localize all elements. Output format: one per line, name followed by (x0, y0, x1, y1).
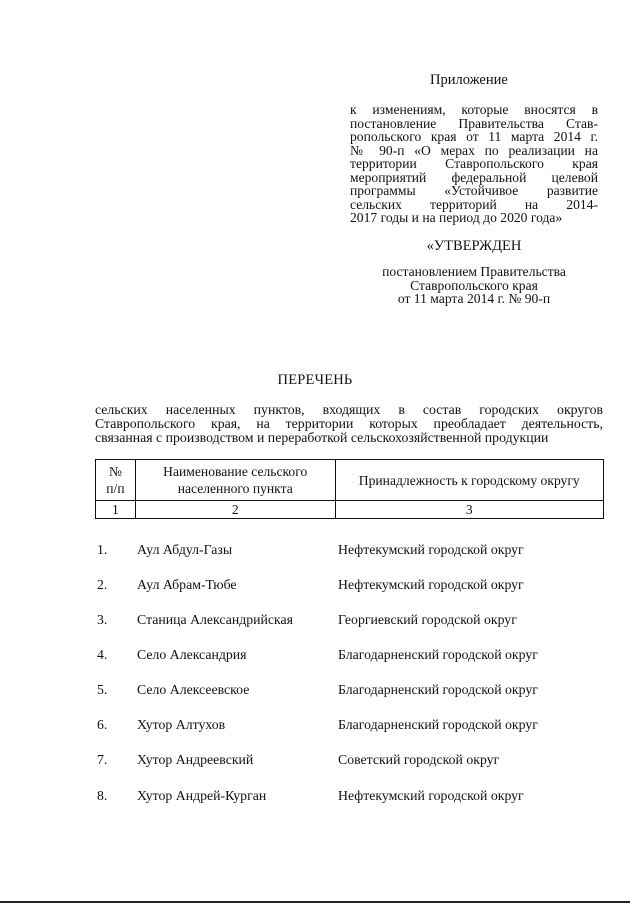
row-number: 2. (97, 577, 108, 592)
urban-district: Благодарненский городской округ (338, 647, 538, 662)
list-row (0, 542, 630, 560)
appendix-line: сельских территорий на 2014- (350, 196, 598, 212)
urban-district: Нефтекумский городской округ (338, 577, 524, 592)
list-row (0, 682, 630, 700)
header-number-abbr: п/п (106, 481, 125, 496)
row-number: 8. (97, 788, 108, 803)
appendix-line: 2017 годы и на период до 2020 года» (350, 210, 563, 225)
row-number: 7. (97, 752, 108, 767)
column-number: 3 (335, 501, 603, 519)
urban-district: Нефтекумский городской округ (338, 542, 524, 557)
appendix-line: к изменениям, которые вносятся в (350, 102, 598, 117)
appendix-line: мероприятий федеральной целевой (350, 169, 598, 185)
list-row (0, 647, 630, 665)
appendix-reference (350, 103, 598, 225)
urban-district: Благодарненский городской округ (338, 717, 538, 732)
header-number-sign: № (108, 464, 122, 479)
settlement-name: Аул Абрам-Тюбе (137, 577, 237, 592)
decree-line: Ставропольского края (410, 277, 538, 293)
settlement-name: Хутор Андрей-Курган (137, 788, 267, 803)
subtitle-line: Ставропольского края, на территории которых преобладает деятельность, (95, 416, 603, 431)
subtitle-line: связанная с производством и переработкой сельскохозяйственной продукции (95, 430, 549, 445)
list-row (0, 577, 630, 595)
decree-line: от 11 марта 2014 г. № 90-п (397, 291, 551, 306)
settlement-name: Хутор Андреевский (137, 752, 254, 767)
urban-district: Благодарненский городской округ (338, 682, 538, 697)
header-number-cell (96, 460, 136, 501)
list-row (0, 612, 630, 630)
settlement-name: Станица Александрийская (137, 612, 293, 627)
urban-district: Советский городской округ (338, 752, 500, 767)
settlement-name: Аул Абдул-Газы (137, 542, 233, 557)
column-number: 2 (135, 501, 335, 519)
settlement-name: Хутор Алтухов (137, 717, 226, 732)
page-bottom-rule (0, 901, 630, 903)
document-subtitle (95, 403, 603, 445)
decree-line: постановлением Правительства (382, 264, 566, 279)
appendix-line: ропольского края от 11 марта 2014 г. (350, 129, 598, 144)
appendix-line: территории Ставропольского края (350, 156, 598, 171)
settlement-name: Село Алексеевское (137, 682, 250, 697)
appendix-line: № 90-п «О мерах по реализации на (350, 142, 598, 158)
row-number: 6. (97, 717, 108, 732)
row-number: 5. (97, 682, 108, 697)
appendix-line: программы «Устойчивое развитие (350, 183, 598, 198)
settlement-name: Село Александрия (137, 647, 247, 662)
urban-district: Георгиевский городской округ (338, 612, 517, 627)
list-table-header (95, 459, 604, 519)
appendix-line: постановление Правительства Став- (350, 115, 598, 131)
row-number: 1. (97, 542, 108, 557)
approval-decree (350, 265, 598, 306)
urban-district: Нефтекумский городской округ (338, 788, 524, 803)
list-row (0, 788, 630, 806)
header-name-line: Наименование сельского (163, 464, 308, 479)
row-number: 3. (97, 612, 108, 627)
header-name-line: населенного пункта (177, 481, 293, 496)
list-row (0, 752, 630, 770)
subtitle-line: сельских населенных пунктов, входящих в состав городских округов (95, 402, 603, 417)
approved-heading: «УТВЕРЖДЕН (426, 238, 522, 254)
list-row (0, 717, 630, 735)
appendix-title: Приложение (430, 72, 508, 88)
column-number: 1 (96, 501, 136, 519)
header-name-cell (135, 460, 335, 501)
row-number: 4. (97, 647, 108, 662)
header-okrug-cell: Принадлежность к городскому округу (335, 460, 603, 501)
document-title: ПЕРЕЧЕНЬ (277, 372, 353, 388)
